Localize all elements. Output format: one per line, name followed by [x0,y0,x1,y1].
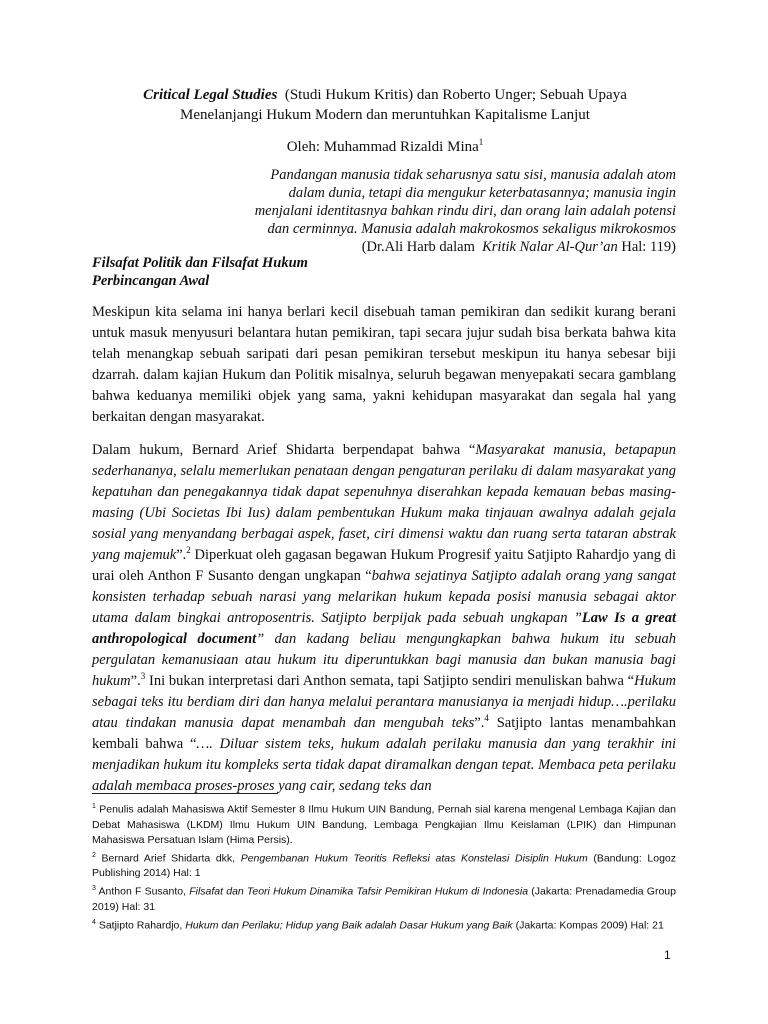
footnote-number: 3 [92,885,96,892]
footnote-1 [92,799,676,848]
epigraph-line: dalam dunia, tetapi dia mengukur keterbatasannya; manusia ingin [288,185,676,201]
footnote-4 [92,915,676,934]
paragraph-1: Meskipun kita selama ini hanya berlari kecil disebuah taman pemikiran dan sedikit kurang berani untuk masuk menyusuri belantara hutan pemikiran, tapi secara jujur sudah bisa berkata bahwa kita telah menangkap sebuah saripati dari pesan pemikiran tersebut meskipun itu hanya sebesar biji dzarrah. dalam kajian Hukum dan Politik misalnya, seluruh begawan menyepakati secara gamblang bahwa keduanya memiliki objek yang sama, yakni kehidupan masyarakat dan segala hal yang berkaitan dengan masyarakat. [92,304,676,425]
author-name: Oleh: Muhammad Rizaldi Mina [286,139,479,155]
p2-quote-3: ” dan kadang beliau mengungkapkan bahwa hukum itu sebuah pergulatan kemanusiaan atau hukum itu diperuntukkan bagi manusia dan bukan manusia bagi hukum [92,631,676,689]
footnote-text: Anthon F Susanto, [98,885,190,898]
footnote-ref-3: 3 [140,671,146,682]
epigraph-source-book: Kritik Nalar Al-Qur’an [482,239,618,255]
footnote-ref-2: 2 [186,545,191,556]
p2-bold-quote: Law Is a great anthropological document [92,610,677,647]
p2-quote-4: Hukum sebagai teks itu berdiam diri dan hanya melalui perantara manusianya ia menjadi hidup….perilaku atau tindakan manusia dapat menambah dan mengubah teks [92,673,676,731]
footnotes [92,799,676,933]
p2-text-d: ”. [130,673,141,689]
footnote-text: Bernard Arief Shidarta dkk, [101,852,241,864]
author-footnote-ref: 1 [478,137,484,147]
epigraph-source-close: Hal: 119) [621,239,676,255]
footnote-text: (Jakarta: Kompas 2009) Hal: 21 [512,919,664,931]
body-text [92,302,676,809]
title-line-1 [60,85,710,105]
epigraph-line: Pandangan manusia tidak seharusnya satu sisi, manusia adalah atom [270,167,676,183]
title-rest: (Studi Hukum Kritis) dan Roberto Unger; Sebuah Upaya [284,87,627,103]
footnote-3 [92,881,676,915]
epigraph-line: dan cerminnya. Manusia adalah makrokosmos sekaligus mikrokosmos [267,221,676,237]
footnote-separator [92,793,278,794]
p2-text-e: Ini bukan interpretasi dari Anthon semata, tapi Satjipto sendiri menuliskan bahwa “ [145,673,635,689]
section-heading: Filsafat Politik dan Filsafat Hukum [92,255,308,271]
title-italic: Critical Legal Studies [143,87,278,103]
footnote-book-title: Pengembanan Hukum Teoritis Refleksi atas Konstelasi Disiplin Hukum [240,852,588,864]
footnote-text: (Bandung: Logoz Publishing 2014) Hal: 1 [92,852,676,879]
p2-text-g: Satjipto lantas menambahkan kembali bahwa “ [92,715,676,752]
p2-quote-5: …. Diluar sistem teks, hukum adalah perilaku manusia dan yang terakhir ini menjadikan hukum itu kompleks serta tidak dapat diramalkan dengan tepat. Membaca peta perilaku adalah membaca proses-proses yang cair, sedang teks dan [92,736,676,794]
title-line-2: Menelanjangi Hukum Modern dan meruntuhkan Kapitalisme Lanjut [180,107,590,123]
p2-quote-2: bahwa sejatinya Satjipto adalah orang yang sangat konsisten terhadap sebuah narasi yang melarikan hukum kepada posisi manusia sebagai aktor utama dalam bingkai antroposentris. Satjipto berpijak pada sebuah ungkapan ” [92,568,677,626]
section-headings [92,254,692,290]
footnote-text: Penulis adalah Mahasiswa Aktif Semester 8 Ilmu Hukum UIN Bandung, Pernah sial karena mengenal Lembaga Kajian dan Debat Mahasiswa (LKDM) Ilmu Hukum UIN Bandung, Lembaga Pengkajian Ilmu Keislaman (LPIK) dan Himpunan Mahasiswa Persatuan Islam (Hima Persis). [92,803,676,846]
footnote-number: 4 [92,918,96,926]
paragraph-2 [92,440,676,797]
epigraph [200,166,676,256]
footnote-text: Satjipto Rahardjo, [98,919,186,931]
subsection-heading: Perbincangan Awal [92,273,210,289]
author-line [60,137,710,156]
footnote-2 [92,848,676,882]
p2-text-a: Dalam hukum, Bernard Arief Shidarta berpendapat bahwa “ [92,442,476,458]
footnote-book-title: Hukum dan Perilaku; Hidup yang Baik adalah Dasar Hukum yang Baik [185,919,513,931]
footnote-ref-4: 4 [484,713,489,724]
document-title [60,85,710,125]
footnote-number: 1 [92,803,96,810]
p2-text-c: Diperkuat oleh gagasan begawan Hukum Progresif yaitu Satjipto Rahardjo yang di urai oleh Anthon F Susanto dengan ungkapan “ [92,547,676,584]
epigraph-source-open: (Dr.Ali Harb dalam [361,239,475,255]
footnote-book-title: Filsafat dan Teori Hukum Dinamika Tafsir Pemikiran Hukum di Indonesia [189,885,529,898]
p2-quote-1: Masyarakat manusia, betapapun sederhananya, selalu memerlukan penataan dengan pengaturan perilaku di dalam masyarakat yang kepatuhan dan penegakannya tidak dapat sepenuhnya diserahkan kepada kemauan bebas masing-masing (Ubi Societas Ibi Ius) dalam pembentukan Hukum maka tinjauan awalnya adalah gejala sosial yang menyandang berbagai aspek, faset, ciri dimensi waktu dan ruang serta tataran abstrak yang majemuk [92,442,676,563]
epigraph-line: menjalani identitasnya bahkan rindu diri, dan orang lain adalah potensi [254,203,676,219]
p2-text-f: ”. [474,715,485,731]
p2-text-b: ”. [176,547,187,563]
footnote-number: 2 [92,851,96,859]
footnote-text: (Jakarta: Prenadamedia Group 2019) Hal: 31 [92,885,676,913]
page-number: 1 [664,948,671,962]
